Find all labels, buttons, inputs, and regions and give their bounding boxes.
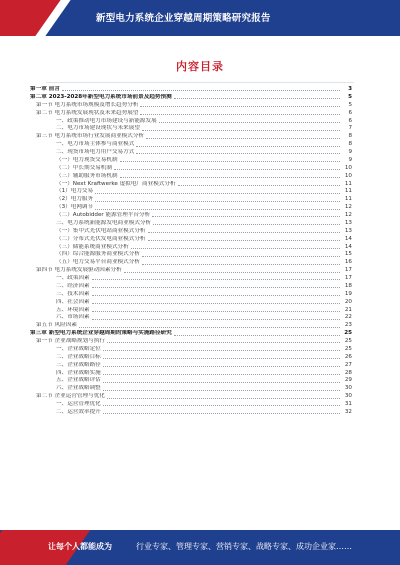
toc-entry[interactable] [30,370,352,378]
toc-entry[interactable] [30,409,352,417]
toc-entry-page: 7 [348,125,352,132]
toc-entry-page: 20 [344,298,352,305]
toc-entry-page: 14 [344,243,352,250]
toc-leader-dots [92,291,340,296]
toc-entry-label: 第二节 企业运营管理与优化 [36,393,105,400]
table-of-contents [30,86,352,516]
toc-leader-dots [103,370,340,375]
toc-entry-label: 二、经济因素 [56,282,90,289]
toc-entry[interactable] [30,307,352,315]
toc-entry-label: 二、企业战略目标 [56,353,101,360]
toc-entry-label: 第一节 电力系统市场规模及增长趋势分析 [36,101,139,108]
toc-entry[interactable] [30,228,352,236]
toc-leader-dots [178,181,340,186]
toc-entry-label: 四、企业战略实施 [56,369,101,376]
toc-entry-label: （3）电网调节 [56,204,94,211]
toc-entry-page: 31 [344,401,352,407]
toc-leader-dots [95,188,340,193]
toc-entry-label: （1）电力交易 [56,188,94,195]
toc-divider [46,82,354,83]
toc-entry-page: 25 [344,345,352,352]
toc-entry-page: 15 [344,251,352,258]
toc-entry[interactable] [30,275,352,283]
toc-entry[interactable] [30,385,352,393]
toc-entry[interactable] [30,173,352,181]
toc-entry[interactable] [30,110,352,118]
toc-entry[interactable] [30,212,352,220]
toc-entry[interactable] [30,157,352,165]
toc-entry-label: 第四节 电力系统发展驱动因素分析 [36,267,122,274]
toc-leader-dots [92,307,340,312]
toc-entry[interactable] [30,188,352,196]
toc-entry[interactable] [30,259,352,267]
toc-title: 内容目录 [176,60,224,73]
toc-leader-dots [92,283,340,288]
toc-entry-page: 8 [348,141,352,148]
toc-leader-dots [107,338,340,343]
toc-leader-dots [153,220,340,225]
toc-entry-page: 10 [344,172,352,179]
toc-entry-page: 16 [344,259,352,266]
toc-entry-page: 25 [344,330,352,337]
toc-entry-page: 14 [344,235,352,242]
toc-entry[interactable] [30,338,352,346]
toc-entry[interactable] [30,94,352,102]
toc-entry[interactable] [30,322,352,330]
toc-entry-label: 第三节 电力系统市场行业发展商业模式分析 [36,133,145,140]
toc-entry-label: 二、现货市场电力用户交易方式 [56,149,135,155]
toc-leader-dots [120,157,340,162]
footer-band [0,530,400,565]
toc-leader-dots [140,110,340,115]
toc-entry-page: 18 [344,282,352,289]
toc-entry-label: 第一章 前言 [30,86,60,92]
toc-entry-page: 12 [344,212,352,218]
toc-entry-label: （四）综合能源服务商业模式分析 [56,251,140,258]
toc-entry-page: 11 [344,180,352,187]
toc-leader-dots [140,102,340,107]
toc-leader-dots [136,149,340,154]
toc-entry[interactable] [30,244,352,252]
toc-entry[interactable] [30,236,352,244]
toc-entry-label: 第二章 2023-2028年新型电力系统市场前景及趋势预测 [30,93,172,100]
toc-entry[interactable] [30,354,352,362]
toc-entry[interactable] [30,141,352,149]
toc-entry[interactable] [30,251,352,259]
toc-entry-label: （三）辅助服务市场机制 [56,172,118,179]
toc-entry-page: 11 [344,196,352,203]
toc-entry-label: （一）电力现货交易机制 [56,156,118,163]
toc-leader-dots [148,228,340,233]
toc-leader-dots [136,141,340,146]
toc-entry-label: 三、企业战略路径 [56,361,101,368]
toc-entry-page: 19 [344,290,352,297]
toc-entry-label: 一、企业战略定位 [56,345,101,352]
toc-leader-dots [107,393,340,398]
toc-entry[interactable] [30,118,352,126]
toc-leader-dots [159,118,340,123]
toc-entry[interactable] [30,401,352,409]
toc-entry[interactable] [30,86,352,94]
toc-leader-dots [103,362,340,367]
toc-entry-label: 三、技术因素 [56,290,90,297]
toc-entry-page: 30 [344,385,352,392]
toc-leader-dots [103,377,340,382]
toc-entry-label: （三）储能系统商业模式分析 [56,243,129,250]
toc-leader-dots [152,212,340,217]
toc-entry-page: 12 [344,204,352,211]
toc-entry[interactable] [30,362,352,370]
toc-leader-dots [92,314,340,319]
toc-entry[interactable] [30,133,352,141]
toc-entry[interactable] [30,149,352,157]
toc-entry-label: 一、运营管理优化 [56,401,101,407]
toc-entry-page: 29 [344,377,352,384]
toc-entry[interactable] [30,346,352,354]
toc-entry-label: （二）分布式光伏发电商业模式分析 [56,235,146,242]
toc-leader-dots [148,236,340,241]
toc-leader-dots [62,86,340,91]
toc-leader-dots [142,251,340,256]
toc-entry-page: 22 [344,314,352,321]
toc-entry[interactable] [30,125,352,133]
toc-leader-dots [124,267,340,272]
toc-entry[interactable] [30,196,352,204]
toc-entry-label: 第五节 风险因素 [36,322,77,329]
toc-entry[interactable] [30,181,352,189]
toc-entry-label: 六、企业战略调整 [56,385,101,392]
toc-entry-page: 11 [344,188,352,195]
toc-entry-label: （二）Autobidder 能源管理平台分析 [56,212,151,218]
toc-entry[interactable] [30,204,352,212]
toc-leader-dots [120,173,340,178]
toc-entry[interactable] [30,291,352,299]
toc-entry[interactable] [30,165,352,173]
toc-entry-page: 30 [344,393,352,400]
toc-entry-page: 27 [344,361,352,368]
toc-entry-page: 17 [344,275,352,281]
toc-entry[interactable] [30,267,352,275]
toc-entry-label: 五、环境因素 [56,306,90,313]
toc-entry-label: 六、市场因素 [56,314,90,321]
report-title: 新型电力系统企业穿越周期策略研究报告 [96,13,271,24]
toc-entry-page: 9 [348,156,352,163]
toc-leader-dots [95,204,340,209]
toc-entry-page: 10 [344,164,352,171]
toc-leader-dots [146,133,340,138]
toc-leader-dots [142,259,340,264]
toc-entry-label: （五）电力交易平台商业模式分析 [56,259,140,266]
toc-entry-label: 第三章 新型电力系统企业穿越周期的策略与实施路径研究 [30,330,172,337]
toc-entry-label: （一）集中式光伏电站商业模式分析 [56,227,146,234]
toc-leader-dots [103,409,340,414]
toc-entry[interactable] [30,314,352,322]
toc-entry-label: 四、社会因素 [56,298,90,305]
toc-entry[interactable] [30,377,352,385]
toc-leader-dots [131,244,340,249]
toc-entry[interactable] [30,393,352,401]
toc-entry[interactable] [30,299,352,307]
toc-entry-label: （一）Next Kraftwerke 虚拟电厂商业模式分析 [56,180,176,187]
toc-entry-page: 21 [344,306,352,313]
toc-entry[interactable] [30,220,352,228]
toc-entry-label: 一、电力市场主体参与商业模式 [56,141,135,148]
toc-entry-page: 3 [348,86,352,92]
toc-leader-dots [92,275,340,280]
toc-leader-dots [103,385,340,390]
toc-leader-dots [174,330,340,335]
toc-leader-dots [95,196,340,201]
toc-leader-dots [103,401,340,406]
toc-entry-page: 32 [344,408,352,415]
toc-leader-dots [103,346,340,351]
toc-entry-page: 13 [344,219,352,226]
toc-leader-dots [114,165,340,170]
toc-entry-page: 6 [348,117,352,124]
toc-entry[interactable] [30,330,352,338]
toc-entry-page: 5 [348,101,352,108]
toc-entry-page: 28 [344,369,352,376]
toc-leader-dots [142,125,340,130]
toc-entry-page: 23 [344,322,352,329]
footer-tagline: 行业专家、管理专家、营销专家、战略专家、成功企业家…… [136,542,352,551]
toc-entry-label: （2）电力服务 [56,196,94,203]
toc-leader-dots [174,94,340,99]
toc-entry-page: 17 [344,267,352,274]
toc-entry-label: 第二节 电力系统发展现状及未来趋势展望 [36,109,139,116]
toc-entry-label: （二）中长期交易机制 [56,164,112,171]
toc-leader-dots [92,299,340,304]
toc-entry-label: 二、电力市场建设现状与未来展望 [56,125,140,132]
toc-entry-page: 26 [344,353,352,360]
toc-entry-label: 三、电力系统新能源发电商业模式分析 [56,219,152,226]
toc-entry[interactable] [30,102,352,110]
toc-entry[interactable] [30,283,352,291]
toc-entry-label: 五、企业战略评估 [56,377,101,384]
toc-entry-label: 二、运营效率提升 [56,408,101,415]
toc-entry-label: 一、政策因素 [56,275,90,281]
header-band [0,0,400,36]
toc-leader-dots [79,322,340,327]
toc-entry-label: 一、政策推动电力市场建设与新能源发展 [56,117,157,124]
toc-entry-page: 5 [348,93,352,100]
toc-leader-dots [103,354,340,359]
toc-entry-page: 9 [348,149,352,155]
toc-entry-page: 6 [348,109,352,116]
toc-entry-page: 13 [344,227,352,234]
toc-entry-page: 8 [348,133,352,140]
toc-entry-label: 第一节 企业战略规划与执行 [36,338,105,344]
footer-slogan: 让每个人都能成为 [48,542,112,551]
toc-entry-page: 25 [344,338,352,344]
